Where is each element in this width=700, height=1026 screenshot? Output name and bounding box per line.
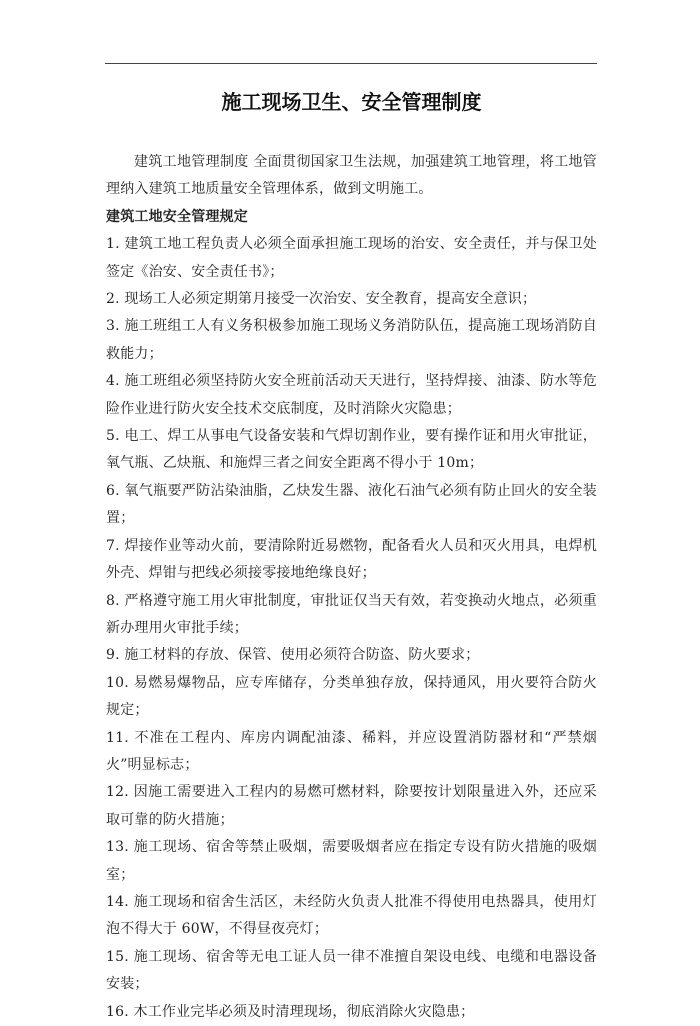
list-item: 12. 因施工需要进入工程内的易燃可燃材料，除要按计划限量进入外，还应采取可靠的防火措施； <box>106 784 597 828</box>
list-item: 15. 施工现场、宿舍等无电工证人员一律不准擅自架设电线、电缆和电器设备安装； <box>106 948 597 993</box>
section-heading: 建筑工地安全管理规定 <box>106 208 248 225</box>
list-item: 1. 建筑工地工程负责人必须全面承担施工现场的治安、安全责任，并与保卫处签定《治安、安全责任书》； <box>106 236 597 280</box>
list-item: 2. 现场工人必须定期第月接受一次治安、安全教育，提高安全意识； <box>106 291 537 308</box>
list-item: 7. 焊接作业等动火前，要清除附近易燃物，配备看火人员和灭火用具，电焊机外壳、焊钳与把线必须接零接地绝缘良好； <box>106 537 597 582</box>
document-page <box>106 88 597 1026</box>
list-item: 6. 氧气瓶要严防沾染油脂，乙炔发生器、液化石油气必须有防止回火的安全装置； <box>106 482 597 527</box>
list-item: 8. 严格遵守施工用火审批制度，审批证仅当天有效，若变换动火地点，必须重新办理用火审批手续； <box>106 592 597 636</box>
list-item: 3. 施工班组工人有义务积极参加施工现场义务消防队伍，提高施工现场消防自救能力； <box>106 318 597 362</box>
document-title: 施工现场卫生、安全管理制度 <box>221 90 482 114</box>
list-item: 14. 施工现场和宿舍生活区，未经防火负责人批准不得使用电热器具，使用灯泡不得大于 60W，不得昼夜亮灯； <box>106 893 597 938</box>
list-item: 11. 不准在工程内、库房内调配油漆、稀料，并应设置消防器材和“严禁烟火”明显标志； <box>106 729 597 773</box>
list-item: 4. 施工班组必须坚持防火安全班前活动天天进行，坚持焊接、油漆、防水等危险作业进行防火安全技术交底制度，及时消除火灾隐患； <box>106 373 597 417</box>
list-item: 10. 易燃易爆物品，应专库储存，分类单独存放，保持通风，用火要符合防火规定； <box>106 674 597 719</box>
list-item: 13. 施工现场、宿舍等禁止吸烟，需要吸烟者应在指定专设有防火措施的吸烟室； <box>106 839 597 883</box>
header-rule <box>105 63 597 64</box>
rules-list <box>106 231 597 1026</box>
list-item: 5. 电工、焊工从事电气设备安装和气焊切割作业，要有操作证和用火审批证，氧气瓶、乙炔瓶、和施焊三者之间安全距离不得小于 10m； <box>106 428 597 472</box>
list-item: 9. 施工材料的存放、保管、使用必须符合防盗、防火要求； <box>106 647 480 664</box>
list-item: 16. 木工作业完毕必须及时清理现场，彻底消除火灾隐患； <box>106 1003 475 1020</box>
intro-paragraph: 建筑工地管理制度 全面贯彻国家卫生法规，加强建筑工地管理，将工地管理纳入建筑工地质量安全管理体系，做到文明施工。 <box>106 154 597 198</box>
